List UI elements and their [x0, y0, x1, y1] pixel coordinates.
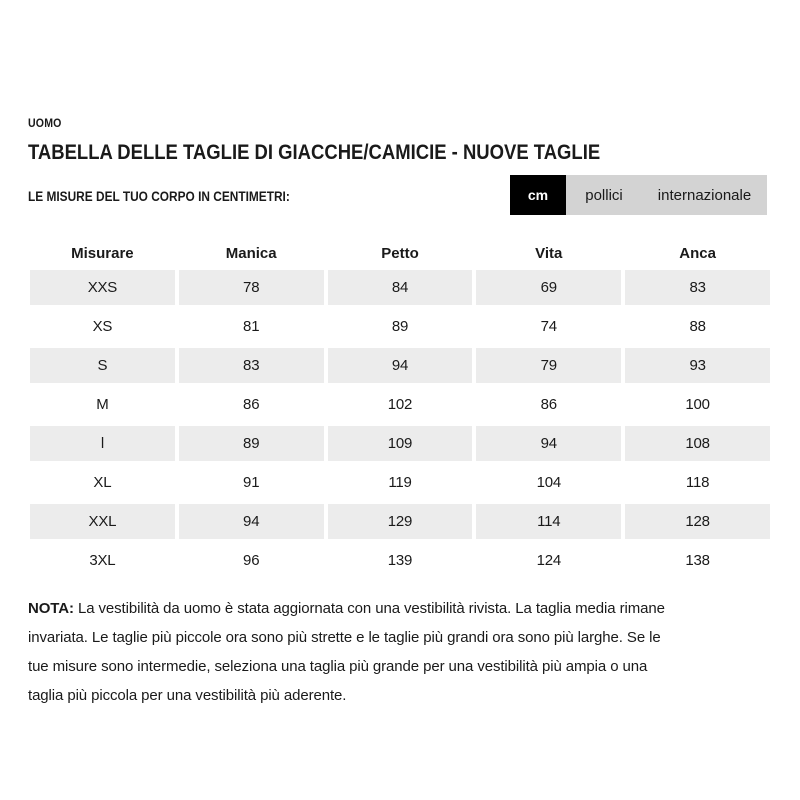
size-cell: XS: [92, 318, 113, 335]
subtitle: LE MISURE DEL TUO CORPO IN CENTIMETRI:: [28, 189, 290, 204]
value-cell: 88: [689, 318, 706, 335]
value-cell: 83: [625, 270, 770, 305]
value-cell: 93: [625, 348, 770, 383]
value-cell: 69: [476, 270, 621, 305]
value-cell: 108: [625, 426, 770, 461]
value-cell: 100: [685, 396, 710, 413]
note-text: La vestibilità da uomo è stata aggiornata con una vestibilità rivista. La taglia media rimane invariata. Le taglie più piccole ora sono più strette e le taglie più grandi ora sono più larghe. Se le tue misure sono intermedie, seleziona una taglia più grande per una vestibilità più ampia o una taglia più piccola per una vestibilità più aderente.: [28, 600, 665, 704]
value-cell: 119: [388, 474, 412, 491]
size-cell: XXL: [30, 504, 175, 539]
header-cell-misurare: Misurare: [71, 244, 134, 262]
value-cell: 94: [328, 348, 473, 383]
size-cell: S: [30, 348, 175, 383]
value-cell: 139: [387, 552, 413, 569]
value-cell: 74: [540, 318, 557, 335]
note-label: NOTA:: [28, 600, 74, 617]
value-cell: 109: [328, 426, 473, 461]
value-cell: 129: [328, 504, 473, 539]
value-cell: 128: [625, 504, 770, 539]
value-cell: 118: [685, 474, 710, 491]
value-cell: 89: [179, 426, 324, 461]
tab-internazionale[interactable]: internazionale: [657, 186, 752, 204]
value-cell: 94: [179, 504, 324, 539]
unit-tabs: [510, 175, 767, 215]
header-cell-manica: Manica: [225, 244, 277, 262]
value-cell: 86: [243, 396, 260, 413]
note-paragraph: [28, 594, 680, 710]
value-cell: 79: [476, 348, 621, 383]
size-cell: 3XL: [89, 552, 116, 569]
value-cell: 94: [476, 426, 621, 461]
value-cell: 138: [685, 552, 710, 569]
size-cell: l: [30, 426, 175, 461]
header-cell-vita: Vita: [535, 244, 563, 262]
header-cell-petto: Petto: [381, 244, 419, 262]
value-cell: 91: [243, 474, 260, 491]
value-cell: 124: [536, 552, 561, 569]
value-cell: 83: [179, 348, 324, 383]
tab-pollici[interactable]: pollici: [585, 186, 623, 204]
value-cell: 102: [387, 396, 413, 413]
size-cell: XXS: [30, 270, 175, 305]
page-title: TABELLA DELLE TAGLIE DI GIACCHE/CAMICIE - NUOVE TAGLIE: [28, 141, 601, 164]
value-cell: 84: [328, 270, 473, 305]
size-cell: XL: [93, 474, 112, 491]
tab-cm[interactable]: cm: [510, 175, 566, 215]
value-cell: 81: [243, 318, 260, 335]
value-cell: 96: [243, 552, 260, 569]
value-cell: 114: [476, 504, 621, 539]
section-label: UOMO: [28, 116, 62, 130]
value-cell: 89: [391, 318, 409, 335]
value-cell: 86: [540, 396, 557, 413]
size-cell: M: [96, 396, 109, 413]
size-table: [30, 240, 770, 578]
header-cell-anca: Anca: [679, 244, 716, 262]
value-cell: 78: [179, 270, 324, 305]
value-cell: 104: [536, 474, 561, 491]
